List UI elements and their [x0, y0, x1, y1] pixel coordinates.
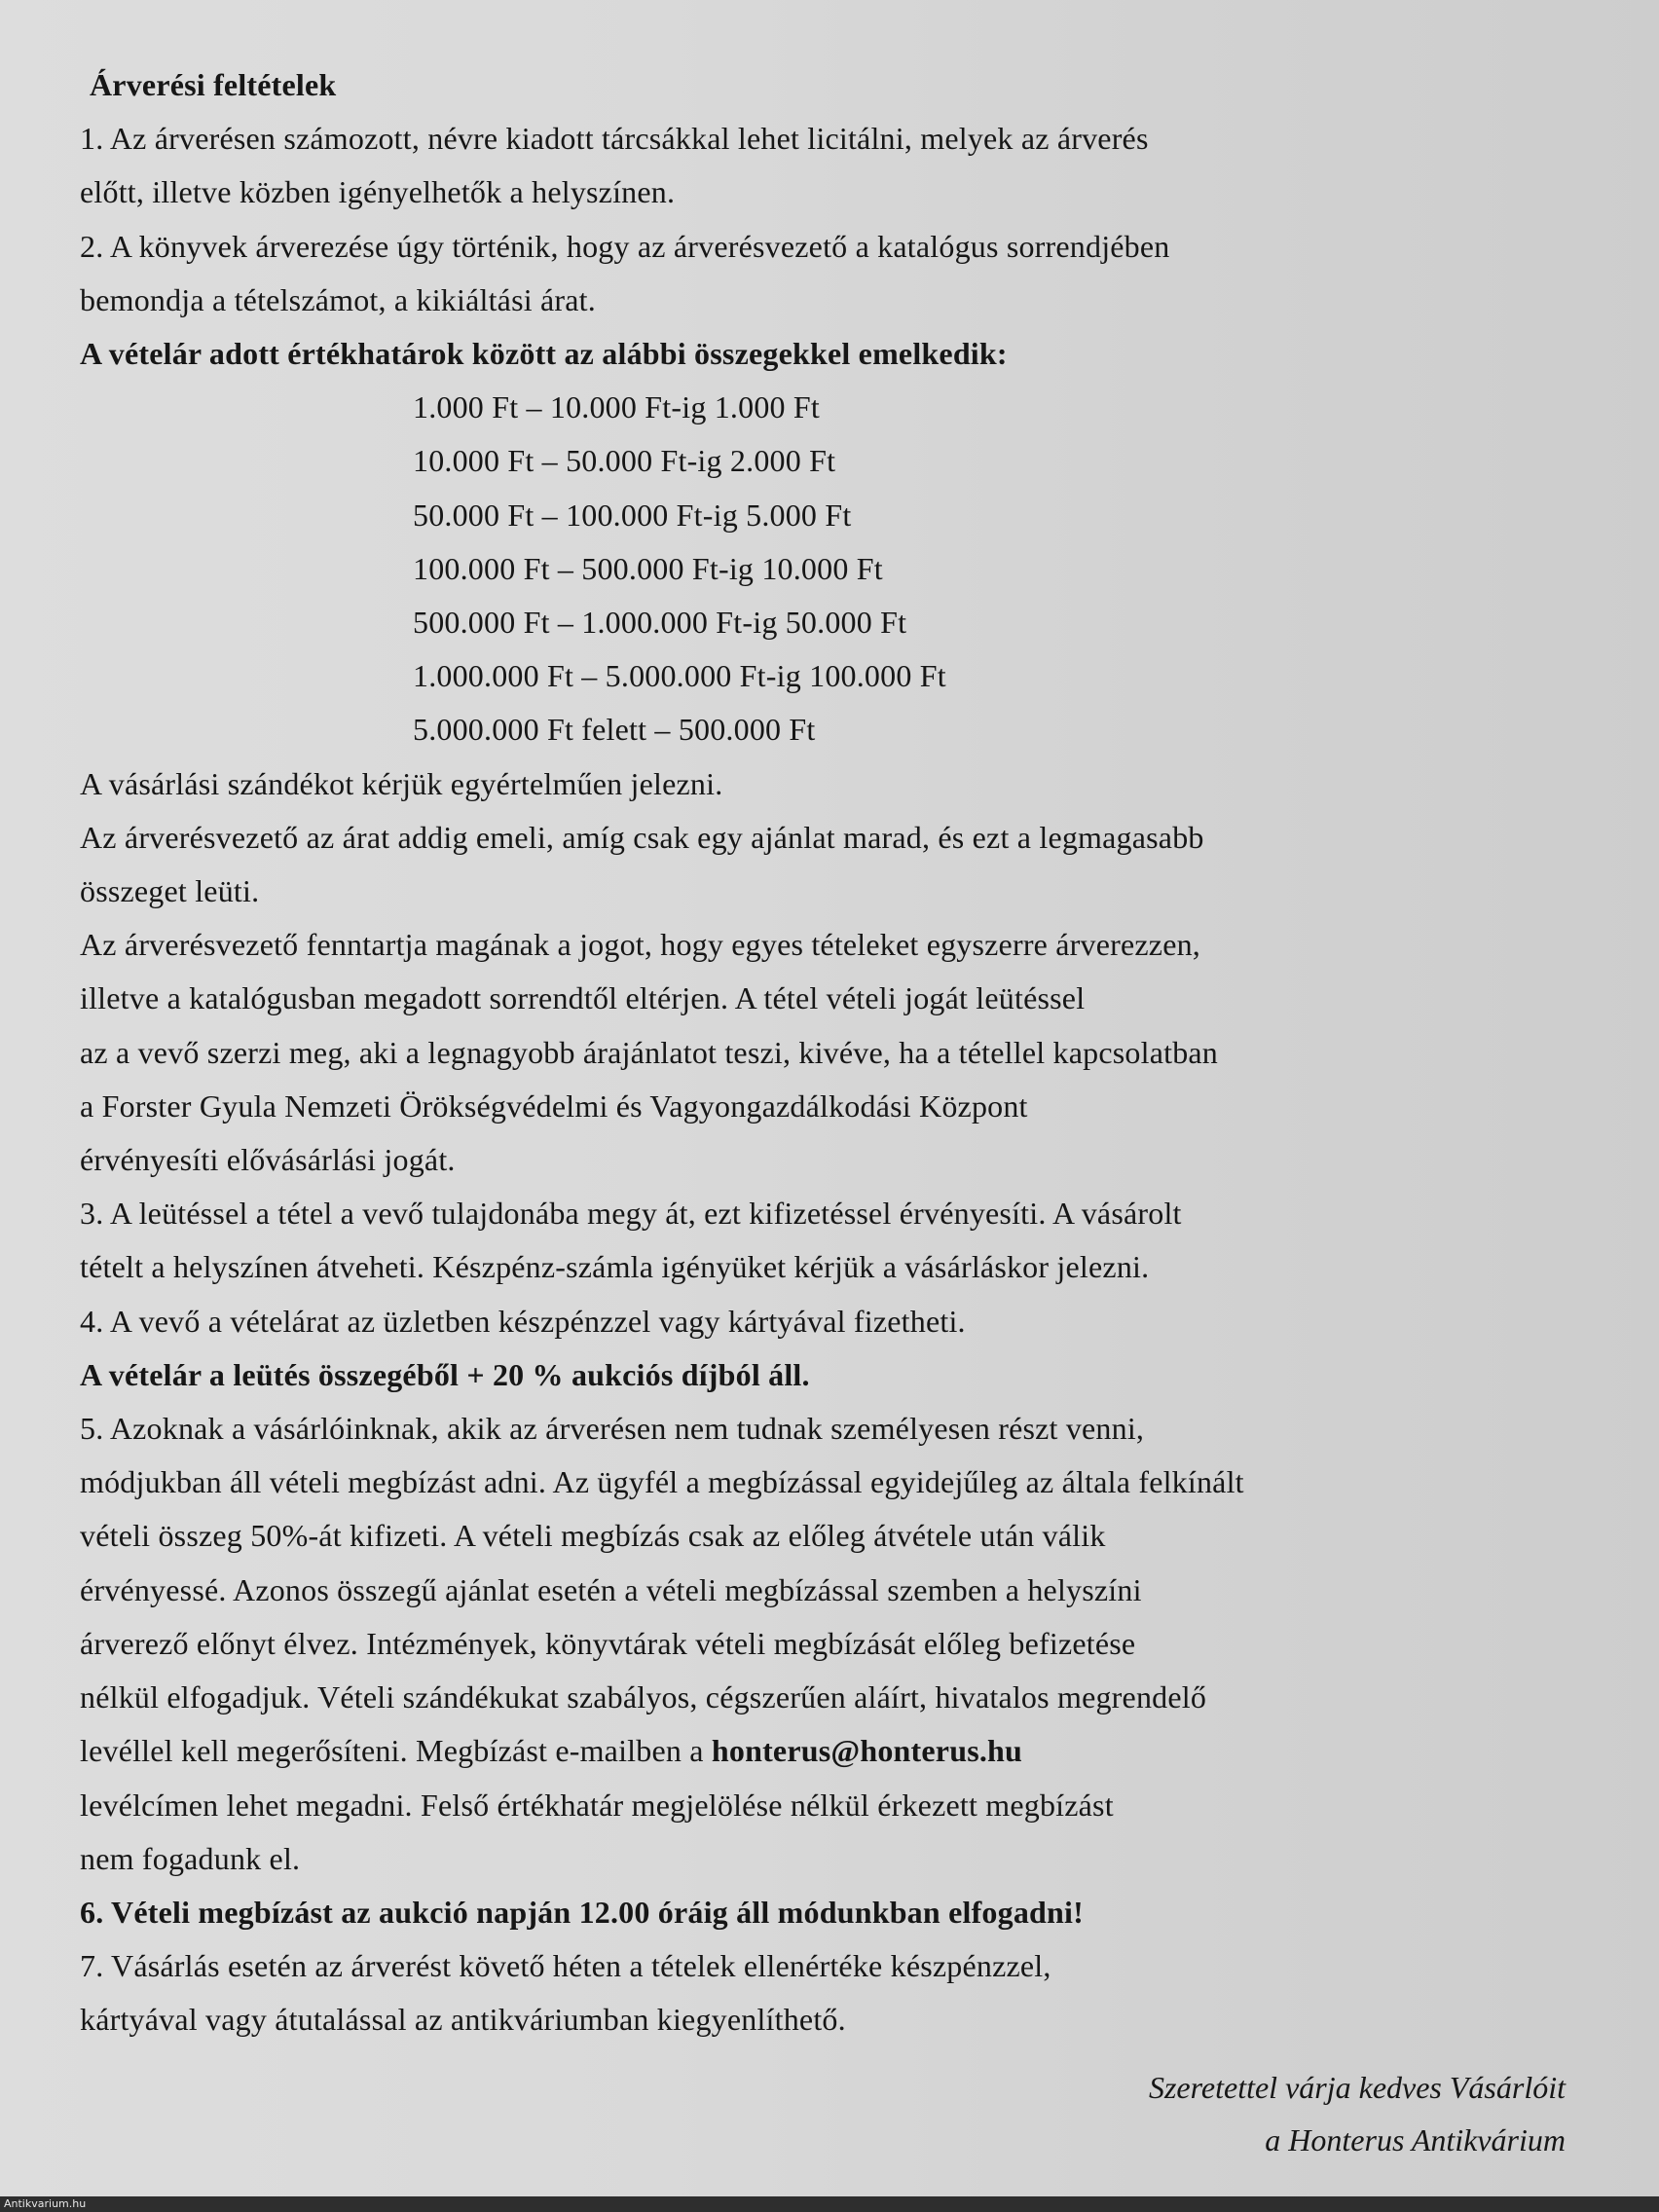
paragraph-line: nem fogadunk el.: [80, 1840, 301, 1876]
price-step-row: 100.000 Ft – 500.000 Ft-ig 10.000 Ft: [413, 550, 883, 586]
email-line-prefix: levéllel kell megerősíteni. Megbízást e-mailben a: [80, 1733, 712, 1769]
paragraph-line: 5. Azoknak a vásárlóinknak, akik az árverésen nem tudnak személyesen részt venni,: [80, 1411, 1145, 1447]
paragraph-line: a Forster Gyula Nemzeti Örökségvédelmi és Vagyongazdálkodási Központ: [80, 1088, 1028, 1124]
email-address: honterus@honterus.hu: [711, 1733, 1023, 1769]
footer-bar: [0, 2196, 1659, 2212]
paragraph-line: A vételár adott értékhatárok között az alábbi összegekkel emelkedik:: [80, 336, 1008, 372]
paragraph-line: bemondja a tételszámot, a kikiáltási árat.: [80, 281, 596, 317]
paragraph-line: 6. Vételi megbízást az aukció napján 12.00 óráig áll módunkban elfogadni!: [80, 1894, 1084, 1930]
paragraph-line: A vásárlási szándékot kérjük egyértelműen jelezni.: [80, 765, 723, 801]
paragraph-line: 2. A könyvek árverezése úgy történik, hogy az árverésvezető a katalógus sorrendjében: [80, 228, 1170, 264]
paragraph-line: illetve a katalógusban megadott sorrendtől eltérjen. A tétel vételi jogát leütéssel: [80, 980, 1086, 1016]
paragraph-line: az a vevő szerzi meg, aki a legnagyobb árajánlatot teszi, kivéve, ha a tétellel kapcsolatban: [80, 1034, 1218, 1070]
paragraph-line: Az árverésvezető fenntartja magának a jogot, hogy egyes tételeket egyszerre árverezzen,: [80, 927, 1201, 963]
paragraph-line: Az árverésvezető az árat addig emeli, amíg csak egy ajánlat marad, és ezt a legmagasabb: [80, 819, 1204, 855]
paragraph-line: árverező előnyt élvez. Intézmények, könyvtárak vételi megbízását előleg befizetése: [80, 1625, 1136, 1661]
price-step-row: 10.000 Ft – 50.000 Ft-ig 2.000 Ft: [413, 443, 836, 479]
paragraph-line: vételi összeg 50%-át kifizeti. A vételi megbízás csak az előleg átvétele után válik: [80, 1518, 1106, 1554]
paragraph-line: 7. Vásárlás esetén az árverést követő héten a tételek ellenértéke készpénzzel,: [80, 1948, 1051, 1984]
page-title: Árverési feltételek: [90, 67, 337, 102]
paragraph-line: érvényesíti elővásárlási jogát.: [80, 1142, 456, 1178]
price-step-row: 1.000.000 Ft – 5.000.000 Ft-ig 100.000 Ft: [413, 658, 946, 694]
paragraph-line: módjukban áll vételi megbízást adni. Az ügyfél a megbízással egyidejűleg az általa felkínált: [80, 1464, 1244, 1500]
paragraph-line: összeget leüti.: [80, 873, 260, 909]
paragraph-line: tételt a helyszínen átveheti. Készpénz-számla igényüket kérjük a vásárláskor jelezni.: [80, 1249, 1150, 1285]
paragraph-line: nélkül elfogadjuk. Vételi szándékukat szabályos, cégszerűen aláírt, hivatalos megrendelő: [80, 1679, 1207, 1715]
paragraph-line: 3. A leütéssel a tétel a vevő tulajdonába megy át, ezt kifizetéssel érvényesíti. A vásárolt: [80, 1196, 1182, 1232]
auction-terms: [80, 58, 1423, 2047]
price-step-row: 500.000 Ft – 1.000.000 Ft-ig 50.000 Ft: [413, 605, 907, 641]
paragraph-line: levélcímen lehet megadni. Felső értékhatár megjelölése nélkül érkezett megbízást: [80, 1787, 1114, 1823]
watermark-label: Antikvarium.hu: [4, 2197, 87, 2210]
paragraph-line: 4. A vevő a vételárat az üzletben készpénzzel vagy kártyával fizetheti.: [80, 1303, 966, 1339]
terms-body: [80, 757, 1423, 1725]
price-step-row: 50.000 Ft – 100.000 Ft-ig 5.000 Ft: [413, 497, 852, 533]
price-step-row: 1.000 Ft – 10.000 Ft-ig 1.000 Ft: [413, 389, 821, 425]
paragraph-line: érvényessé. Azonos összegű ajánlat esetén a vételi megbízással szemben a helyszíni: [80, 1571, 1142, 1607]
terms-closing: [80, 1779, 1423, 2047]
paragraph-line: előtt, illetve közben igényelhetők a helyszínen.: [80, 174, 676, 210]
paragraph-line: 1. Az árverésen számozott, névre kiadott tárcsákkal lehet licitálni, melyek az árverés: [80, 121, 1149, 157]
price-step-table: [80, 381, 1423, 756]
price-step-row: 5.000.000 Ft felett – 500.000 Ft: [413, 712, 816, 748]
signature-line-2: a Honterus Antikvárium: [1265, 2122, 1566, 2157]
signature-line-1: Szeretettel várja kedves Vásárlóit: [1148, 2070, 1566, 2105]
terms-intro: [80, 112, 1423, 381]
paragraph-line: kártyával vagy átutalással az antikváriumban kiegyenlíthető.: [80, 2002, 846, 2038]
paragraph-line: A vételár a leütés összegéből + 20 % aukciós díjból áll.: [80, 1356, 810, 1392]
email-line: [80, 1724, 1423, 1778]
